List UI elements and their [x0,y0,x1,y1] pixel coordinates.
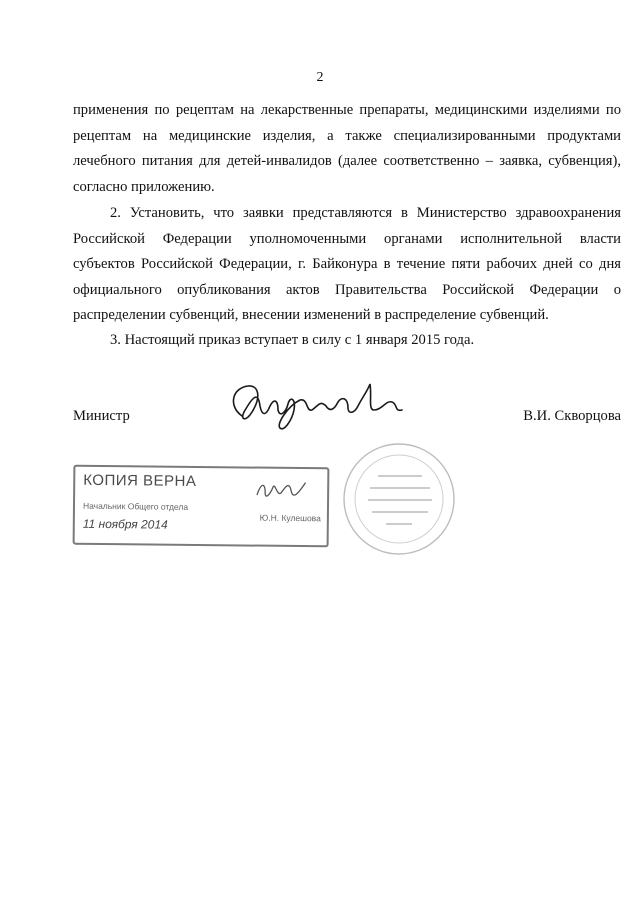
stamp-title: КОПИЯ ВЕРНА [83,471,197,490]
paragraph-line: субъектов Российской Федерации, г. Байконура в течение пяти рабочих дней со дня [73,256,621,272]
paragraph-line: 3. Настоящий приказ вступает в силу с 1 января 2015 года. [110,332,475,348]
stamp-name: Ю.Н. Кулешова [259,512,321,524]
paragraph-line: официального опубликования актов Правительства Российской Федерации о [73,281,621,298]
stamp-date: 11 ноября 2014 [82,516,168,532]
paragraph-line: согласно приложению. [73,178,215,195]
paragraph-line: распределении субвенций, внесении изменений в распределение субвенций. [73,307,549,323]
name-minister: В.И. Скворцова [523,408,621,424]
handwritten-signature [222,376,414,436]
paragraph-line: Российской Федерации уполномоченными органами исполнительной власти [73,230,621,247]
paragraph-line: лечебного питания для детей-инвалидов (далее соответственно – заявка, субвенция), [73,153,621,169]
paragraph-line: рецептам на медицинские изделия, а также специализированными продуктами [73,127,621,144]
page-number: 2 [316,70,324,85]
paragraph-line: 2. Установить, что заявки представляются в Министерство здравоохранения [110,205,621,221]
copy-verified-stamp [73,465,330,548]
stamp-position: Начальник Общего отдела [82,500,189,512]
minister-title: Министр [73,408,130,424]
stamp-signature [251,473,311,508]
paragraph-3 [73,328,621,354]
official-seal [340,440,458,558]
paragraph-2 [73,201,621,329]
paragraph-line: применения по рецептам на лекарственные препараты, медицинскими изделиями по [73,102,621,118]
paragraph-1 [73,98,621,200]
